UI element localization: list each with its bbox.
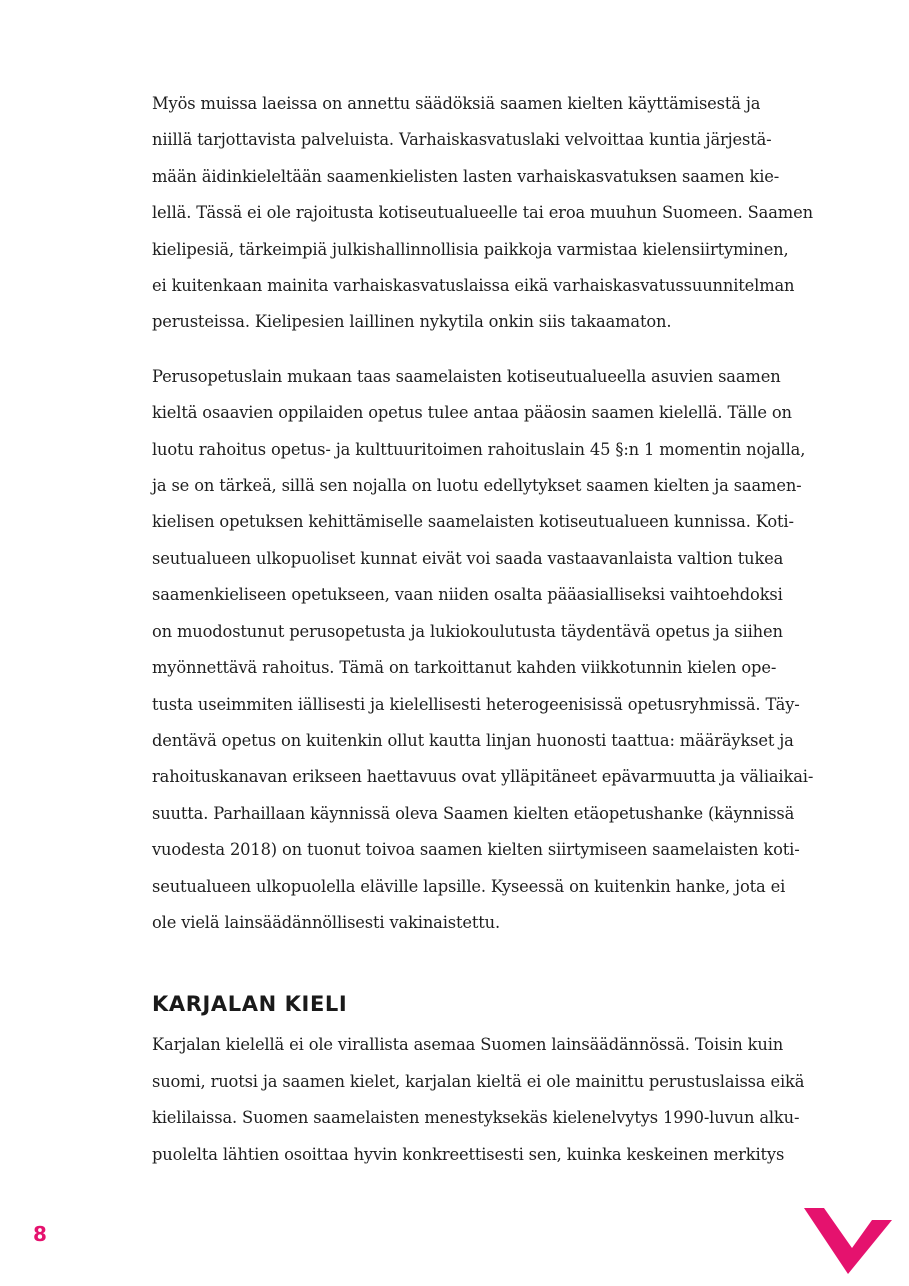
text-line: dentävä opetus on kuitenkin ollut kautta linjan huonosti taattua: määräykset ja [152, 730, 794, 750]
text-line: on muodostunut perusopetusta ja lukiokoulutusta täydentävä opetus ja siihen [152, 621, 783, 641]
text-line: suomi, ruotsi ja saamen kielet, karjalan kieltä ei ole mainittu perustuslaissa eikä [152, 1071, 805, 1091]
paragraph-2 [152, 359, 832, 942]
section-heading: KARJALAN KIELI [152, 992, 348, 1017]
text-line: Karjalan kielellä ei ole virallista asemaa Suomen lainsäädännössä. Toisin kuin [152, 1035, 784, 1055]
text-line: tusta useimmiten iällisesti ja kielellisesti heterogeenisissä opetusryhmissä. Täy- [152, 694, 800, 714]
text-line: kielipesiä, tärkeimpiä julkishallinnollisia paikkoja varmistaa kielensiirtyminen, [152, 239, 789, 259]
text-line: Myös muissa laeissa on annettu säädöksiä saamen kielten käyttämisestä ja [152, 94, 761, 113]
text-line: kielilaissa. Suomen saamelaisten menestyksekäs kielenelvytys 1990-luvun alku- [152, 1108, 800, 1128]
text-line: puolelta lähtien osoittaa hyvin konkreettisesti sen, kuinka keskeinen merkitys [152, 1144, 785, 1164]
paragraph-1 [152, 86, 832, 341]
text-line: rahoituskanavan erikseen haettavuus ovat ylläpitäneet epävarmuutta ja väliaikai- [152, 767, 814, 787]
body-text [152, 86, 832, 1173]
text-line: ja se on tärkeä, sillä sen nojalla on luotu edellytykset saamen kielten ja saamen- [152, 476, 802, 496]
text-line: myönnettävä rahoitus. Tämä on tarkoittanut kahden viikkotunnin kielen ope- [152, 658, 777, 678]
text-line: seutualueen ulkopuoliset kunnat eivät voi saada vastaavanlaista valtion tukea [152, 548, 784, 568]
text-line: luotu rahoitus opetus- ja kulttuuritoimen rahoituslain 45 §:n 1 momentin nojalla, [152, 439, 806, 459]
text-line: niillä tarjottavista palveluista. Varhaiskasvatuslaki velvoittaa kuntia järjestä- [152, 130, 772, 150]
v-chevron-logo-icon [804, 1208, 892, 1274]
text-line: seutualueen ulkopuolella eläville lapsille. Kyseessä on kuitenkin hanke, jota ei [152, 876, 786, 896]
text-line: vuodesta 2018) on tuonut toivoa saamen kielten siirtymiseen saamelaisten koti- [152, 840, 800, 860]
text-line: Perusopetuslain mukaan taas saamelaisten kotiseutualueella asuvien saamen [152, 366, 781, 386]
text-line: kieltä osaavien oppilaiden opetus tulee antaa pääosin saamen kielellä. Tälle on [152, 403, 792, 423]
section-paragraph [152, 1027, 832, 1173]
text-line: lellä. Tässä ei ole rajoitusta kotiseutualueelle tai eroa muuhun Suomeen. Saamen [152, 203, 813, 223]
text-line: suutta. Parhaillaan käynnissä oleva Saamen kielten etäopetushanke (käynnissä [152, 803, 795, 823]
text-line: saamenkieliseen opetukseen, vaan niiden osalta pääasialliseksi vaihtoehdoksi [152, 585, 783, 605]
text-line: perusteissa. Kielipesien laillinen nykytila onkin siis takaamaton. [152, 312, 672, 332]
text-line: kielisen opetuksen kehittämiselle saamelaisten kotiseutualueen kunnissa. Koti- [152, 512, 794, 532]
page-number: 8 [33, 1222, 47, 1246]
text-line: ole vielä lainsäädännöllisesti vakinaistettu. [152, 912, 501, 932]
text-line: ei kuitenkaan mainita varhaiskasvatuslaissa eikä varhaiskasvatussuunnitelman [152, 276, 795, 296]
text-line: mään äidinkieleltään saamenkielisten lasten varhaiskasvatuksen saamen kie- [152, 166, 780, 186]
